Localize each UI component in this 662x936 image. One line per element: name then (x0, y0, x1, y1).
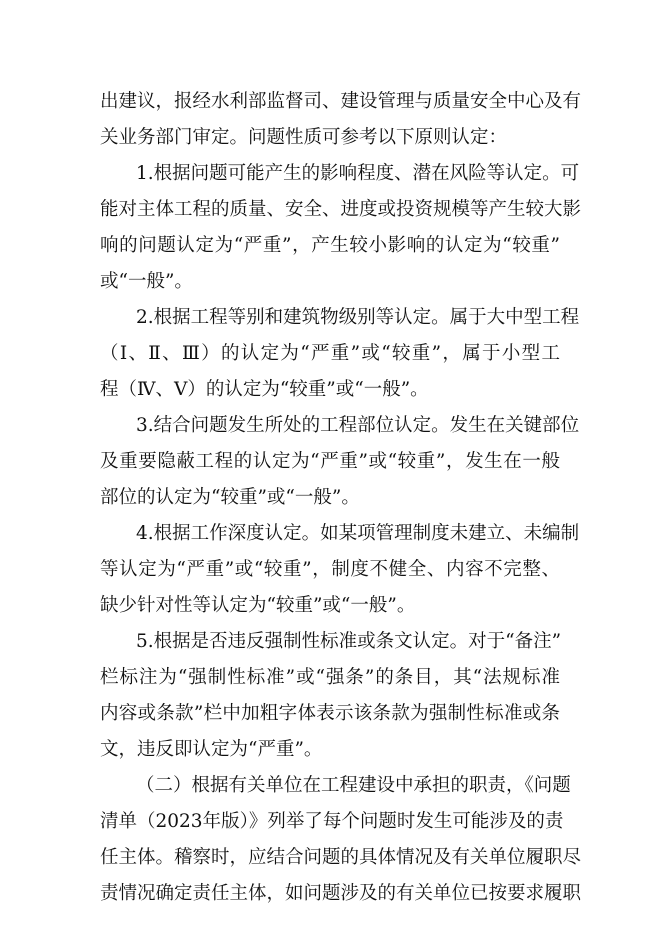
text-line-1: 出建议，报经水利部监督司、建设管理与质量安全中心及有 (100, 91, 582, 112)
text-line-20: （二）根据有关单位在工程建设中承担的职责，《问题 (136, 775, 571, 796)
text-line-10: 3.结合问题发生所处的工程部位认定。发生在关键部位 (136, 415, 580, 436)
text-line-3: 1.根据问题可能产生的影响程度、潜在风险等认定。可 (136, 163, 580, 184)
text-line-23: 责情况确定责任主体，如问题涉及的有关单位已按要求履职 (100, 883, 582, 904)
text-line-4: 能对主体工程的质量、安全、进度或投资规模等产生较大影 (100, 199, 582, 220)
text-line-8: （Ⅰ、Ⅱ、Ⅲ）的认定为“严重”或“较重”，属于小型工 (100, 343, 560, 364)
text-line-6: 或“一般”。 (100, 271, 193, 292)
text-line-5: 响的问题认定为“严重”，产生较小影响的认定为“较重” (100, 235, 560, 256)
text-line-18: 内容或条款”栏中加粗字体表示该条款为强制性标准或条 (100, 703, 560, 724)
text-line-12: 部位的认定为“较重”或“一般”。 (100, 487, 360, 508)
text-line-17: 栏标注为“强制性标准”或“强条”的条目，其“法规标准 (100, 667, 560, 688)
text-line-19: 文，违反即认定为“严重”。 (100, 739, 323, 760)
text-line-11: 及重要隐蔽工程的认定为“严重”或“较重”，发生在一般 (100, 451, 560, 472)
text-line-22: 任主体。稽察时，应结合问题的具体情况及有关单位履职尽 (100, 847, 582, 868)
text-line-21: 清单（2023年版）》列举了每个问题时发生可能涉及的责 (100, 811, 564, 832)
text-line-7: 2.根据工程等别和建筑物级别等认定。属于大中型工程 (136, 307, 580, 328)
text-line-16: 5.根据是否违反强制性标准或条文认定。对于“备注” (136, 631, 562, 652)
text-line-15: 缺少针对性等认定为“较重”或“一般”。 (100, 595, 416, 616)
text-line-13: 4.根据工作深度认定。如某项管理制度未建立、未编制 (136, 523, 580, 544)
text-line-9: 程（Ⅳ、Ⅴ）的认定为“较重”或“一般”。 (100, 379, 429, 400)
text-line-14: 等认定为“严重”或“较重”，制度不健全、内容不完整、 (100, 559, 560, 580)
text-line-2: 关业务部门审定。问题性质可参考以下原则认定： (100, 127, 508, 148)
